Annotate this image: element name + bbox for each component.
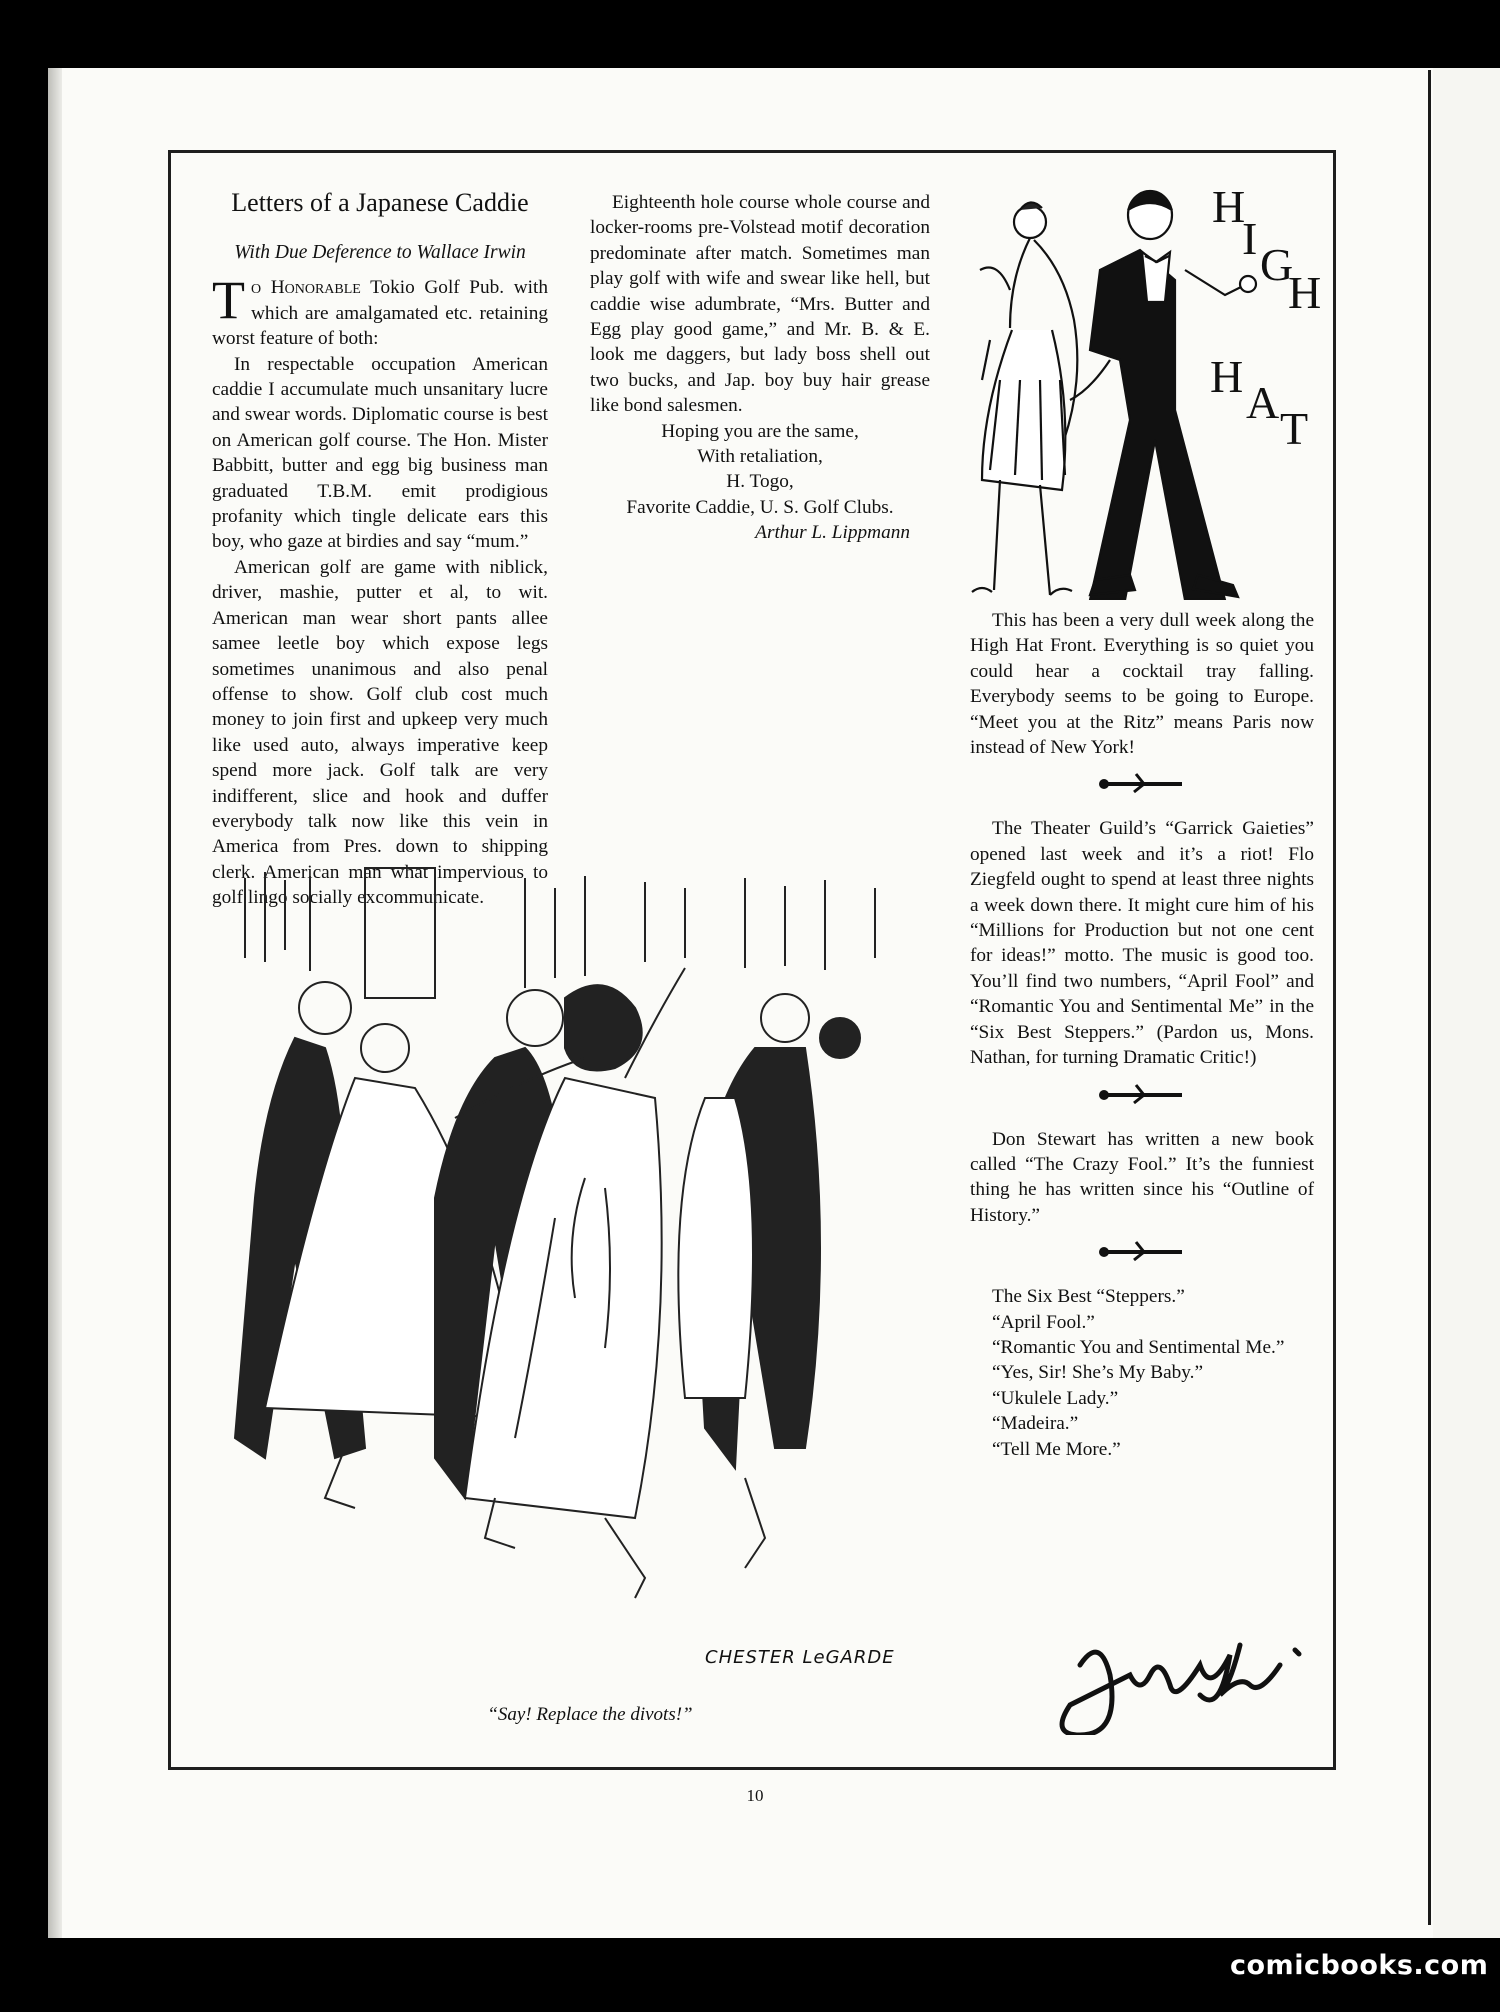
lead-text: Tokio Golf Pub. with which are amalgamated etc. retaining worst feature of both: [212,277,548,350]
closing-line-2: With retaliation, [697,446,823,468]
facing-page-gutter-line [1428,70,1431,1925]
song-item: “Madeira.” [992,1413,1079,1435]
article-lead-paragraph [212,270,548,351]
article-dedication: With Due Deference to Wallace Irwin [234,242,526,263]
closing-line-1: Hoping you are the same, [661,420,859,442]
article-paragraph-2: In respectable occupation American caddie I accumulate much unsanitary lucre and swear words. Diplomatic course is best on American golf course. The Hon. Mister Babbitt, butter and egg big business man graduated T.B.M. emit prodigious profanity which tingle delicate ears this boy, who gaze at birdies and say “mum.” [212,353,548,553]
site-watermark: comicbooks.com [1230,1950,1489,1981]
facing-page-edge [1433,68,1500,1938]
high-hat-letter-7: T [1280,403,1309,454]
golf-club-divider-icon [1092,772,1192,796]
song-item: “Ukulele Lady.” [992,1387,1119,1409]
golf-club-divider-icon [1092,1083,1192,1107]
golf-club-divider-icon [1092,1240,1192,1264]
column-item-2: The Theater Guild’s “Garrick Gaieties” opened last week and it’s a riot! Flo Ziegfeld ought to spend at least three nights a week down there. It might cure him of his “Millions for Production but not one cent for ideas!” motto. The music is good too. You’ll find two numbers, “April Fool” and “Romantic You and Sentimental Me” in the “Six Best Steppers.” (Pardon us, Mons. Nathan, for turning Dramatic Critic!) [970,818,1314,1069]
cartoon-artist-signature: CHESTER LeGARDE [705,1647,895,1668]
high-hat-header [970,180,1320,600]
high-hat-letter-5: H [1210,351,1244,402]
high-hat-letter-4: H [1288,267,1322,318]
page-number: 10 [746,1786,764,1805]
column-item-3: Don Stewart has written a new book called “The Crazy Fool.” It’s the funniest thing he has written since his “Outline of History.” [970,1128,1314,1226]
song-item: “Romantic You and Sentimental Me.” [992,1336,1285,1358]
article-column-2 [590,190,930,546]
high-hat-letter-6: A [1246,377,1280,428]
closing-line-3: H. Togo, [726,471,794,493]
dancers-illustration [225,858,935,1696]
high-hat-column [970,608,1314,1462]
song-item: “April Fool.” [992,1311,1095,1333]
article-column-1 [212,188,548,911]
song-item: “Yes, Sir! She’s My Baby.” [992,1362,1204,1384]
cartoon-caption: “Say! Replace the divots!” [487,1704,693,1725]
article-paragraph-3: American golf are game with niblick, driver, mashie, putter et al, to wit. American man wear short pants allee samee leetle boy which expose legs sometimes unanimous and also penal offense to show. Golf club cost much money to join first and upkeep very much like used auto, always imperative keep spend more jack. Golf talk are very indifferent, slice and hook and duffer everybody talk now like this vein in America from Pres. down to shipping clerk. American man what impervious to golf lingo socially excommunicate. [212,556,548,909]
lead-smallcaps: o Honorable [251,277,361,299]
high-hat-letter-3: G [1260,239,1294,290]
drop-cap: T [212,270,245,331]
high-hat-letter-2: I [1242,213,1258,264]
dance-floor-cartoon [225,858,935,1696]
article-title: Letters of a Japanese Caddie [231,188,529,217]
article-paragraph-4: Eighteenth hole course whole course and locker-rooms pre-Volstead motif decoration predominate after match. Sometimes man play golf with wife and swear like hell, but caddie wise adumbrate, “Mrs. Butter and Egg play good game,” and Mr. B. & E. look me daggers, but lady boss shell out two bucks, and Jap. boy buy hair grease like bond salesmen. [590,192,930,417]
high-hat-letter-1: H [1212,181,1246,232]
closing-line-4: Favorite Caddie, U. S. Golf Clubs. [626,496,894,518]
page-spine-shadow [48,68,62,1938]
list-heading: The Six Best “Steppers.” [992,1286,1185,1308]
judge-jr-signature [1040,1625,1320,1735]
six-best-steppers-list [970,1284,1314,1462]
article-byline: Arthur L. Lippmann [755,522,910,544]
song-item: “Tell Me More.” [992,1438,1121,1460]
column-item-1: This has been a very dull week along the High Hat Front. Everything is so quiet you could hear a cocktail tray falling. Everybody seems to be going to Europe. “Meet you at the Ritz” means Paris now instead of New York! [970,610,1314,759]
